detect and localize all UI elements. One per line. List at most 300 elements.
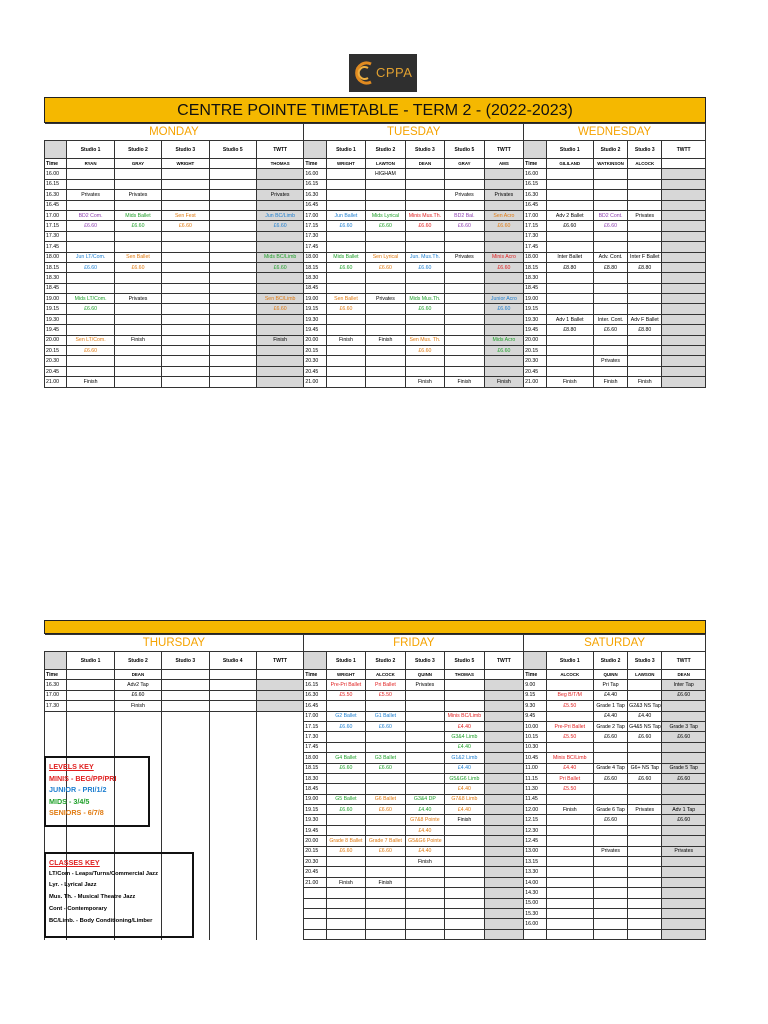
day-heading: THURSDAY (45, 635, 304, 652)
teacher-name: LAWSON (628, 670, 662, 680)
class-cell: £6.60 (405, 346, 444, 356)
class-cell: G5&G6 Pointe (405, 836, 444, 846)
timetable-row (45, 314, 706, 324)
time-cell (304, 908, 326, 918)
class-cell (445, 169, 484, 179)
time-cell: 17.15 (304, 721, 326, 731)
class-cell (662, 366, 706, 376)
class-cell (546, 867, 593, 877)
class-cell (209, 908, 256, 918)
timetable-row (45, 346, 706, 356)
class-cell (366, 773, 405, 783)
time-cell: 16.30 (45, 190, 67, 200)
class-cell (662, 701, 706, 711)
class-cell (366, 283, 405, 293)
class-cell (67, 179, 114, 189)
studio-header: Studio 1 (326, 652, 365, 670)
class-cell: £6.60 (326, 262, 365, 272)
class-cell (67, 169, 114, 179)
class-cell (256, 690, 303, 700)
class-cell (67, 356, 114, 366)
class-cell (445, 366, 484, 376)
class-cell (209, 825, 256, 835)
class-cell (209, 356, 256, 366)
class-cell (484, 815, 524, 825)
studio-header: Studio 2 (114, 141, 161, 159)
class-cell: G4 Ballet (326, 753, 365, 763)
timetable-row (45, 221, 706, 231)
class-cell (662, 252, 706, 262)
class-cell (114, 836, 161, 846)
class-cell (326, 377, 365, 387)
class-cell (593, 929, 627, 939)
time-cell: 19.30 (524, 314, 546, 324)
time-label: Time (45, 159, 67, 169)
class-cell (628, 304, 662, 314)
class-cell (628, 283, 662, 293)
class-cell (209, 784, 256, 794)
class-cell: Privates (445, 252, 484, 262)
timetable-row (45, 377, 706, 387)
time-cell: 12.45 (524, 836, 546, 846)
class-cell: £6.60 (628, 732, 662, 742)
timetable-row (45, 190, 706, 200)
class-cell (546, 231, 593, 241)
class-cell (546, 888, 593, 898)
class-cell (484, 908, 524, 918)
class-cell (662, 356, 706, 366)
class-cell (445, 283, 484, 293)
class-cell (162, 825, 209, 835)
class-cell: £6.60 (593, 773, 627, 783)
class-cell: Finish (67, 377, 114, 387)
class-cell (662, 908, 706, 918)
class-cell (484, 919, 524, 929)
class-cell (366, 242, 405, 252)
teacher-name: QUINN (405, 670, 444, 680)
class-cell (326, 908, 365, 918)
class-cell (256, 794, 303, 804)
class-cell: £6.60 (326, 221, 365, 231)
class-cell: Inter Ballet (546, 252, 593, 262)
class-cell: Finish (114, 701, 161, 711)
day-heading: SATURDAY (524, 635, 706, 652)
class-cell (114, 200, 161, 210)
timetable-row (45, 179, 706, 189)
class-cell: Finish (546, 805, 593, 815)
class-cell: Adv. Cont. (593, 252, 627, 262)
class-cell (546, 846, 593, 856)
class-cell (162, 231, 209, 241)
time-cell: 16.00 (524, 919, 546, 929)
class-cell (256, 377, 303, 387)
class-cell (445, 877, 484, 887)
time-cell: 19.00 (45, 294, 67, 304)
class-cell (366, 919, 405, 929)
class-cell (484, 763, 524, 773)
class-cell (405, 242, 444, 252)
time-cell: 20.00 (524, 335, 546, 345)
class-cell: Privates (445, 190, 484, 200)
time-cell: 18.45 (524, 283, 546, 293)
timetable-row (45, 304, 706, 314)
class-cell (209, 888, 256, 898)
class-cell (256, 877, 303, 887)
time-cell: 9.45 (524, 711, 546, 721)
class-cell (662, 346, 706, 356)
time-cell: 20.45 (304, 867, 326, 877)
time-cell: 18.00 (304, 252, 326, 262)
class-cell: £4.40 (593, 690, 627, 700)
class-cell (162, 356, 209, 366)
class-cell: Sen Fest (162, 210, 209, 220)
studio-header: Studio 3 (162, 652, 209, 670)
class-cell (67, 701, 114, 711)
class-cell (326, 898, 365, 908)
teacher-name: ALCOCK (366, 670, 405, 680)
time-cell: 19.00 (524, 294, 546, 304)
class-cell: Junior Acro (484, 294, 524, 304)
class-cell: Inter. Cont. (593, 314, 627, 324)
class-cell (546, 190, 593, 200)
class-cell (366, 888, 405, 898)
class-cell: G3 Ballet (366, 753, 405, 763)
day-heading: FRIDAY (304, 635, 524, 652)
class-cell (256, 805, 303, 815)
class-cell (546, 836, 593, 846)
class-cell (546, 242, 593, 252)
class-cell: G3&4 Limb (445, 732, 484, 742)
timetable-row (45, 701, 706, 711)
class-cell (162, 773, 209, 783)
time-header-spacer (524, 652, 546, 670)
class-cell (162, 335, 209, 345)
time-cell: 17.00 (45, 690, 67, 700)
class-cell (484, 314, 524, 324)
class-cell: BD2 Cont. (593, 210, 627, 220)
class-cell (256, 753, 303, 763)
class-cell: £4.40 (405, 846, 444, 856)
class-cell (162, 242, 209, 252)
class-cell: £6.60 (366, 805, 405, 815)
teacher-name (484, 670, 524, 680)
class-cell (209, 877, 256, 887)
class-cell (445, 179, 484, 189)
class-cell: Adv 1 Tap (662, 805, 706, 815)
class-cell (366, 784, 405, 794)
class-cell: G7&8 Limb (445, 794, 484, 804)
timetable-row (45, 366, 706, 376)
class-cell: Grade 2 Tap (593, 721, 627, 731)
time-cell: 16.30 (304, 190, 326, 200)
timetable-row (45, 836, 706, 846)
time-cell: 19.15 (45, 304, 67, 314)
class-cell (405, 753, 444, 763)
class-cell (405, 200, 444, 210)
class-cell (209, 366, 256, 376)
time-cell: 16.30 (524, 190, 546, 200)
class-cell (162, 763, 209, 773)
class-cell: Sen Lyrical (366, 252, 405, 262)
class-cell (484, 711, 524, 721)
time-cell: 19.00 (304, 794, 326, 804)
class-cell (326, 325, 365, 335)
class-cell (114, 732, 161, 742)
time-cell: 10.45 (524, 753, 546, 763)
time-cell: 17.45 (45, 242, 67, 252)
teacher-name: DEAN (662, 670, 706, 680)
timetable-row (45, 210, 706, 220)
class-cell: £6.60 (114, 690, 161, 700)
class-cell: G7&8 Pointe (405, 815, 444, 825)
class-cell (209, 304, 256, 314)
time-cell: 20.00 (304, 335, 326, 345)
class-cell (628, 231, 662, 241)
class-cell (366, 304, 405, 314)
class-cell (546, 283, 593, 293)
class-cell (484, 200, 524, 210)
class-cell: Finish (366, 877, 405, 887)
class-cell (209, 898, 256, 908)
class-cell (326, 773, 365, 783)
class-cell (114, 242, 161, 252)
time-cell: 19.30 (304, 815, 326, 825)
class-cell (662, 169, 706, 179)
class-cell (326, 200, 365, 210)
class-cell (628, 857, 662, 867)
class-cell (209, 314, 256, 324)
class-cell: G3&4 DP (405, 794, 444, 804)
class-cell: £6.60 (326, 763, 365, 773)
time-cell: 12.15 (524, 815, 546, 825)
time-cell: 18.30 (304, 273, 326, 283)
class-cell (326, 784, 365, 794)
day-header-row (45, 635, 706, 652)
class-cell (445, 857, 484, 867)
studio-header: Studio 2 (114, 652, 161, 670)
class-cell (326, 366, 365, 376)
class-cell (209, 283, 256, 293)
class-cell (484, 680, 524, 690)
class-cell (445, 231, 484, 241)
class-cell (484, 846, 524, 856)
class-cell: £5.50 (546, 732, 593, 742)
class-cell (662, 210, 706, 220)
class-cell (662, 325, 706, 335)
class-cell: £6.60 (256, 221, 303, 231)
class-cell (162, 690, 209, 700)
class-cell (162, 732, 209, 742)
time-cell: 18.30 (524, 273, 546, 283)
class-cell (484, 857, 524, 867)
class-cell (593, 888, 627, 898)
class-cell (366, 179, 405, 189)
class-cell: Grade 1 Tap (593, 701, 627, 711)
class-cell: Finish (405, 857, 444, 867)
time-cell: 18.45 (304, 784, 326, 794)
class-cell: £4.40 (628, 711, 662, 721)
class-cell (662, 294, 706, 304)
class-cell (209, 763, 256, 773)
class-cell: Finish (114, 335, 161, 345)
class-cell (209, 805, 256, 815)
class-cell (593, 179, 627, 189)
class-cell (366, 325, 405, 335)
class-cell (484, 690, 524, 700)
time-cell: 18.00 (304, 753, 326, 763)
class-cell (662, 888, 706, 898)
class-cell (209, 721, 256, 731)
teacher-name: WRIGHT (162, 159, 209, 169)
class-cell: £6.60 (628, 773, 662, 783)
class-cell: Privates (256, 190, 303, 200)
time-cell (524, 929, 546, 939)
time-cell (45, 732, 67, 742)
class-cell (445, 314, 484, 324)
class-cell (628, 335, 662, 345)
time-cell: 16.45 (304, 200, 326, 210)
class-cell (546, 304, 593, 314)
class-cell: £4.40 (405, 825, 444, 835)
class-cell: Finish (256, 335, 303, 345)
time-label: Time (524, 670, 546, 680)
class-cell: £6.60 (366, 721, 405, 731)
class-cell (445, 825, 484, 835)
class-cell (256, 200, 303, 210)
class-cell: £8.80 (546, 325, 593, 335)
studio-header: Studio 5 (445, 652, 484, 670)
class-cell (628, 221, 662, 231)
class-cell (405, 169, 444, 179)
class-cell (546, 794, 593, 804)
class-cell: £6.60 (256, 262, 303, 272)
class-cell (326, 179, 365, 189)
class-cell (662, 784, 706, 794)
time-cell: 16.15 (304, 179, 326, 189)
time-cell (45, 742, 67, 752)
class-cell (209, 262, 256, 272)
class-cell: £6.60 (114, 262, 161, 272)
timetable-row (45, 690, 706, 700)
studio-header: Studio 3 (405, 141, 444, 159)
class-cell (366, 366, 405, 376)
class-cell (366, 742, 405, 752)
class-cell (445, 867, 484, 877)
class-cell (67, 690, 114, 700)
class-cell: Grade 5 Tap (662, 763, 706, 773)
class-cell (114, 356, 161, 366)
class-cell (67, 711, 114, 721)
class-cell (662, 929, 706, 939)
time-cell: 17.45 (524, 242, 546, 252)
class-cell (546, 273, 593, 283)
class-cell (366, 732, 405, 742)
class-cell (114, 742, 161, 752)
class-cell: Privates (114, 190, 161, 200)
time-cell (45, 836, 67, 846)
class-cell: Finish (484, 377, 524, 387)
class-cell (546, 179, 593, 189)
class-cell (209, 742, 256, 752)
class-cell: £6.60 (326, 846, 365, 856)
time-cell: 21.00 (524, 377, 546, 387)
studio-header: Studio 5 (445, 141, 484, 159)
time-cell: 14.30 (524, 888, 546, 898)
class-cell (405, 898, 444, 908)
time-header-spacer (304, 141, 326, 159)
studio-header: TWTT (256, 141, 303, 159)
class-cell (256, 325, 303, 335)
class-cell (256, 273, 303, 283)
time-cell: 16.45 (524, 200, 546, 210)
class-cell (484, 179, 524, 189)
class-cell: Finish (445, 377, 484, 387)
time-cell: 18.15 (45, 262, 67, 272)
time-cell: 19.15 (524, 304, 546, 314)
time-cell: 11.00 (524, 763, 546, 773)
class-cell (209, 325, 256, 335)
class-cell: Pri Tap (593, 680, 627, 690)
time-cell: 20.30 (304, 356, 326, 366)
class-cell (628, 919, 662, 929)
lower-header-band (44, 620, 706, 634)
class-cell (546, 200, 593, 210)
timetable-row (45, 252, 706, 262)
class-cell: Finish (628, 377, 662, 387)
class-cell (484, 888, 524, 898)
time-cell: 13.30 (524, 867, 546, 877)
class-cell (628, 294, 662, 304)
time-cell: 9.15 (524, 690, 546, 700)
class-cell: £6.60 (546, 221, 593, 231)
studio-header: Studio 2 (593, 141, 627, 159)
time-cell: 20.15 (304, 346, 326, 356)
class-cell (114, 721, 161, 731)
class-cell (256, 919, 303, 929)
class-cell: Finish (546, 377, 593, 387)
class-cell: Jun. Mus.Th. (405, 252, 444, 262)
class-cell: £4.40 (445, 805, 484, 815)
class-cell: Minis BC/Limb (445, 711, 484, 721)
class-cell: £8.80 (628, 325, 662, 335)
time-cell: 17.45 (304, 242, 326, 252)
class-cell (593, 346, 627, 356)
class-cell (445, 908, 484, 918)
class-cell (256, 857, 303, 867)
class-cell (209, 221, 256, 231)
class-cell (256, 721, 303, 731)
class-cell: £6.60 (484, 304, 524, 314)
class-cell (366, 231, 405, 241)
teacher-name (67, 670, 114, 680)
studio-header: Studio 1 (546, 652, 593, 670)
class-cell: Minis BC/Limb (546, 753, 593, 763)
class-cell (162, 200, 209, 210)
classes-key (44, 852, 194, 938)
timetable-row (45, 262, 706, 272)
class-cell (366, 356, 405, 366)
class-cell (405, 773, 444, 783)
time-cell: 16.15 (304, 680, 326, 690)
time-cell: 19.15 (304, 304, 326, 314)
time-cell: 16.00 (524, 169, 546, 179)
class-cell: £6.60 (593, 815, 627, 825)
class-cell (593, 242, 627, 252)
studio-header-row (45, 652, 706, 670)
class-cell (662, 179, 706, 189)
time-cell: 19.00 (304, 294, 326, 304)
time-cell: 16.45 (304, 701, 326, 711)
